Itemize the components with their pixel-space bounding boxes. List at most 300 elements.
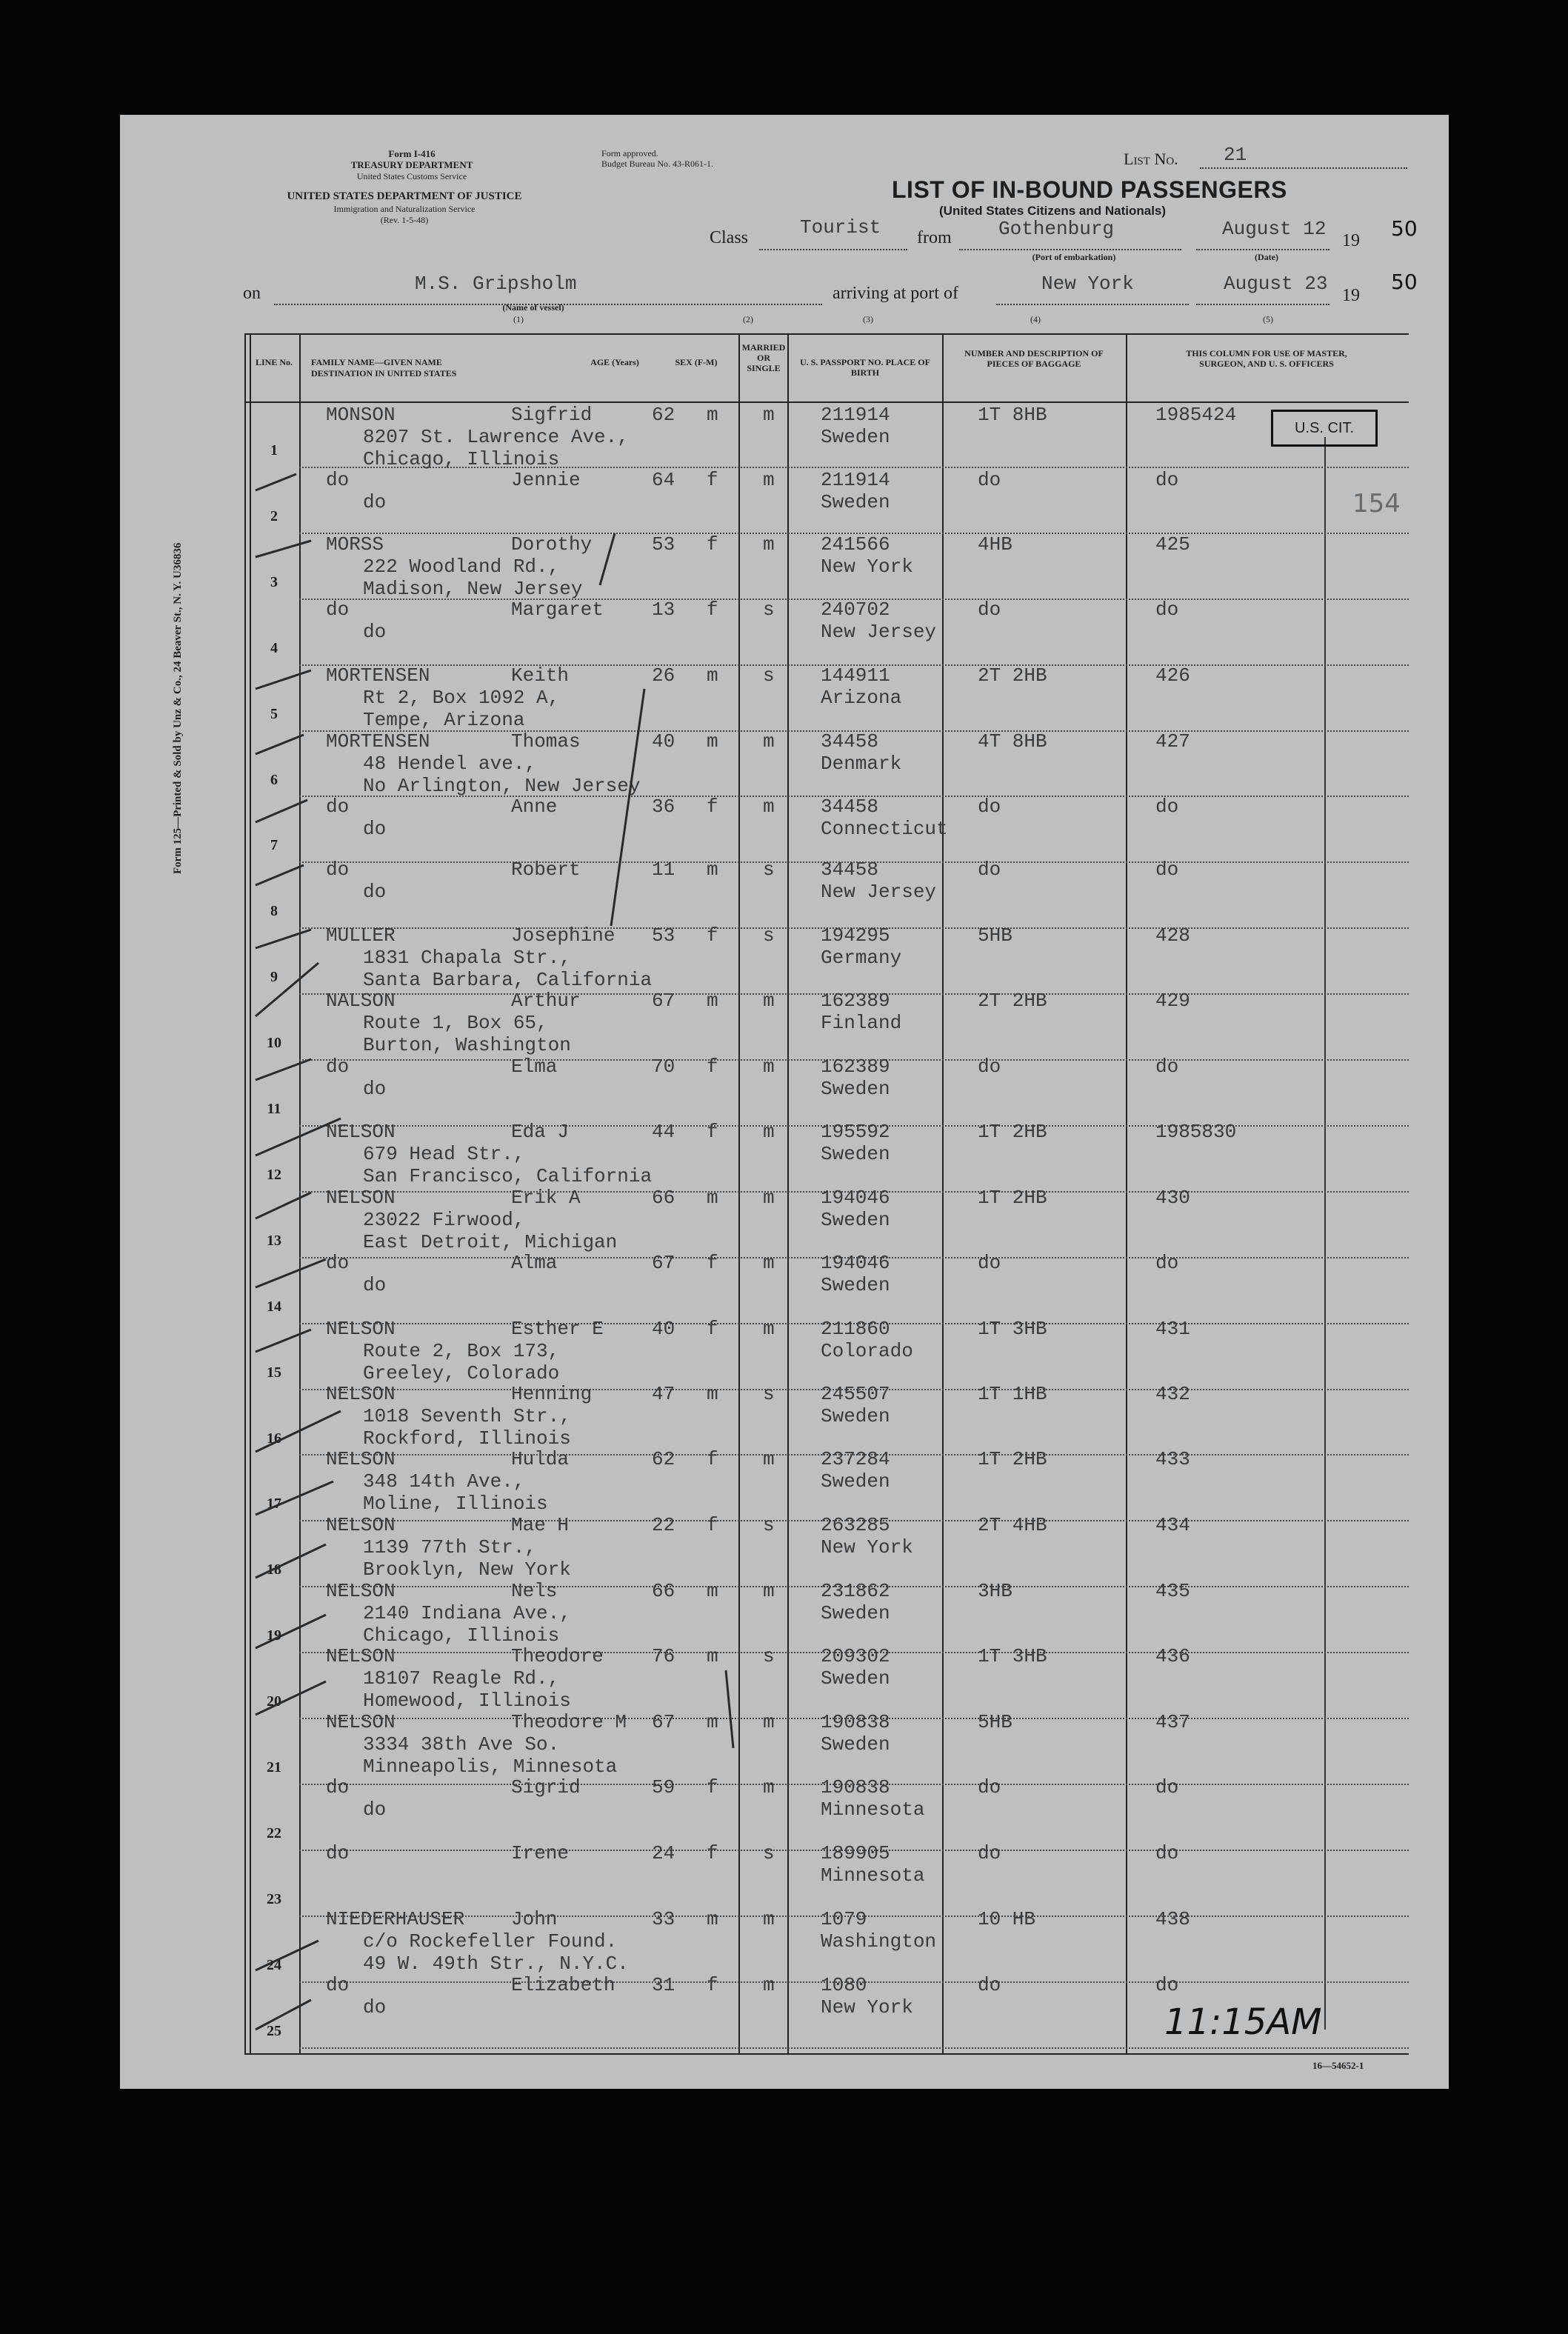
- destination-line: do: [363, 818, 387, 840]
- line-number: 7: [270, 837, 278, 854]
- given-name: Mae H: [511, 1514, 570, 1536]
- given-name: Arthur: [511, 990, 581, 1012]
- given-name: Henning: [511, 1383, 593, 1405]
- passport-number: 162389: [821, 990, 890, 1012]
- marital-status: m: [763, 1776, 775, 1798]
- family-name: MULLER: [326, 924, 396, 947]
- destination-line: Santa Barbara, California: [363, 969, 653, 991]
- family-name: NELSON: [326, 1187, 396, 1209]
- sex: f: [707, 1318, 718, 1340]
- destination-line: No Arlington, New Jersey: [363, 775, 641, 797]
- embarkation-port: Gothenburg: [998, 218, 1115, 240]
- sex: f: [707, 1514, 718, 1536]
- place-of-birth: Sweden: [821, 1733, 890, 1755]
- age: 53: [652, 924, 675, 947]
- given-name: Jennie: [511, 469, 581, 491]
- given-name: John: [511, 1908, 558, 1930]
- line-number: 20: [267, 1693, 281, 1710]
- destination-line: Chicago, Illinois: [363, 448, 560, 470]
- family-name: NALSON: [326, 990, 396, 1012]
- destination-line: 1831 Chapala Str.,: [363, 947, 571, 969]
- line-number: 9: [270, 969, 278, 986]
- baggage: do: [978, 1842, 1001, 1864]
- form-approved: Form approved.: [601, 148, 658, 159]
- baggage: do: [978, 1776, 1001, 1798]
- family-name: NIEDERHAUSER: [326, 1908, 465, 1930]
- embarkation-label: (Port of embarkation): [1032, 252, 1116, 262]
- passport-number: 211914: [821, 469, 890, 491]
- passport-number: 34458: [821, 858, 879, 881]
- header-officers: THIS COLUMN FOR USE OF MASTER, SURGEON, AND U. S. OFFICERS: [1186, 348, 1347, 369]
- destination-line: 679 Head Str.,: [363, 1143, 525, 1165]
- line-number: 5: [270, 705, 278, 722]
- marital-status: m: [763, 1448, 775, 1470]
- list-no-value: 21: [1224, 144, 1247, 166]
- baggage: 10 HB: [978, 1908, 1036, 1930]
- sex: m: [707, 664, 718, 687]
- passport-number: 211914: [821, 404, 890, 426]
- sex: f: [707, 1776, 718, 1798]
- baggage: 2T 2HB: [978, 664, 1047, 687]
- destination-line: 1139 77th Str.,: [363, 1536, 537, 1558]
- marital-status: s: [763, 1514, 775, 1536]
- destination-line: 222 Woodland Rd.,: [363, 556, 560, 578]
- office-number: do: [1155, 1252, 1179, 1274]
- line-number: 2: [270, 507, 278, 524]
- baggage: do: [978, 858, 1001, 881]
- age: 13: [652, 598, 675, 621]
- departure-date: August 12: [1222, 218, 1327, 240]
- sex: m: [707, 1908, 718, 1930]
- marital-status: s: [763, 858, 775, 881]
- col-num-3: (3): [863, 314, 873, 324]
- age: 59: [652, 1776, 675, 1798]
- given-name: Hulda: [511, 1448, 570, 1470]
- office-number: do: [1155, 1974, 1179, 1996]
- given-name: Elma: [511, 1056, 558, 1078]
- line-number: 18: [267, 1561, 281, 1578]
- sex: f: [707, 1842, 718, 1864]
- passport-number: 162389: [821, 1056, 890, 1078]
- class-label: Class: [710, 228, 749, 247]
- marital-status: m: [763, 1187, 775, 1209]
- baggage: do: [978, 598, 1001, 621]
- departure-year: 50: [1391, 216, 1418, 241]
- place-of-birth: Sweden: [821, 1078, 890, 1100]
- destination-line: San Francisco, California: [363, 1165, 653, 1187]
- department: TREASURY DEPARTMENT: [350, 159, 473, 170]
- place-of-birth: New York: [821, 1536, 913, 1558]
- destination-line: Moline, Illinois: [363, 1493, 548, 1515]
- sex: m: [707, 1580, 718, 1602]
- office-number: do: [1155, 796, 1179, 818]
- line-number: 8: [270, 903, 278, 920]
- passport-number: 263285: [821, 1514, 890, 1536]
- family-name: MORTENSEN: [326, 664, 430, 687]
- destination-line: Tempe, Arizona: [363, 709, 525, 731]
- baggage: 1T 2HB: [978, 1121, 1047, 1143]
- line-number: 17: [267, 1496, 281, 1513]
- baggage: do: [978, 1056, 1001, 1078]
- marital-status: m: [763, 1908, 775, 1930]
- office-number: 427: [1155, 730, 1190, 753]
- office-number: do: [1155, 469, 1179, 491]
- destination-line: Chicago, Illinois: [363, 1624, 560, 1647]
- footer-code: 16—54652-1: [1312, 2060, 1364, 2071]
- marital-status: m: [763, 1121, 775, 1143]
- line-number: 1: [270, 442, 278, 459]
- given-name: Josephine: [511, 924, 615, 947]
- family-name: do: [326, 1056, 350, 1078]
- us-citizen-stamp: U.S. CIT.: [1271, 410, 1378, 447]
- from-label: from: [917, 228, 952, 247]
- baggage: 1T 3HB: [978, 1318, 1047, 1340]
- passport-number: 245507: [821, 1383, 890, 1405]
- family-name: do: [326, 796, 350, 818]
- sex: f: [707, 1974, 718, 1996]
- destination-line: 49 W. 49th Str., N.Y.C.: [363, 1953, 629, 1975]
- marital-status: m: [763, 1056, 775, 1078]
- line-number: 10: [267, 1035, 281, 1052]
- sex: f: [707, 533, 718, 556]
- place-of-birth: Sweden: [821, 1274, 890, 1296]
- given-name: Thomas: [511, 730, 581, 753]
- age: 11: [652, 858, 675, 881]
- manifest-title: LIST OF IN-BOUND PASSENGERS: [892, 176, 1287, 203]
- given-name: Nels: [511, 1580, 558, 1602]
- list-no-label: List No.: [1124, 150, 1178, 168]
- line-number: 25: [267, 2022, 281, 2039]
- destination-line: 2140 Indiana Ave.,: [363, 1602, 571, 1624]
- sex: m: [707, 1645, 718, 1667]
- place-of-birth: New Jersey: [821, 881, 937, 903]
- marital-status: s: [763, 1645, 775, 1667]
- destination-line: 3334 38th Ave So.: [363, 1733, 560, 1755]
- family-name: do: [326, 598, 350, 621]
- header-married: MARRIED OR SINGLE: [741, 342, 786, 373]
- baggage: 1T 1HB: [978, 1383, 1047, 1405]
- baggage: 1T 8HB: [978, 404, 1047, 426]
- destination-line: 23022 Firwood,: [363, 1209, 525, 1231]
- family-name: do: [326, 1842, 350, 1864]
- header-baggage: NUMBER AND DESCRIPTION OF PIECES OF BAGGAGE: [964, 348, 1104, 369]
- destination-line: East Detroit, Michigan: [363, 1231, 618, 1253]
- age: 36: [652, 796, 675, 818]
- marital-status: m: [763, 1711, 775, 1733]
- sex: m: [707, 1711, 718, 1733]
- passport-number: 34458: [821, 730, 879, 753]
- place-of-birth: New York: [821, 556, 913, 578]
- col-num-5: (5): [1263, 314, 1273, 324]
- destination-line: do: [363, 881, 387, 903]
- age: 62: [652, 1448, 675, 1470]
- sex: f: [707, 1121, 718, 1143]
- place-of-birth: Sweden: [821, 491, 890, 513]
- arrival-port: New York: [1041, 273, 1134, 295]
- passport-number: 34458: [821, 796, 879, 818]
- given-name: Dorothy: [511, 533, 593, 556]
- place-of-birth: Germany: [821, 947, 902, 969]
- place-of-birth: Minnesota: [821, 1864, 925, 1887]
- family-name: NELSON: [326, 1580, 396, 1602]
- sex: m: [707, 858, 718, 881]
- age: 67: [652, 990, 675, 1012]
- given-name: Esther E: [511, 1318, 604, 1340]
- age: 40: [652, 1318, 675, 1340]
- place-of-birth: Arizona: [821, 687, 902, 709]
- printer-side-text: Form 125—Printed & Sold by Unz & Co., 24 Beaver St., N. Y. U36836: [172, 542, 184, 874]
- age: 66: [652, 1187, 675, 1209]
- family-name: MORSS: [326, 533, 384, 556]
- year-prefix-2: 19: [1342, 286, 1360, 305]
- given-name: Anne: [511, 796, 558, 818]
- family-name: NELSON: [326, 1448, 396, 1470]
- sex: f: [707, 1056, 718, 1078]
- destination-line: do: [363, 491, 387, 513]
- sex: m: [707, 990, 718, 1012]
- marital-status: s: [763, 1842, 775, 1864]
- marital-status: s: [763, 664, 775, 687]
- family-name: do: [326, 858, 350, 881]
- col-num-4: (4): [1030, 314, 1041, 324]
- office-number: 426: [1155, 664, 1190, 687]
- place-of-birth: Sweden: [821, 1602, 890, 1624]
- family-name: NELSON: [326, 1711, 396, 1733]
- age: 67: [652, 1711, 675, 1733]
- family-name: do: [326, 469, 350, 491]
- age: 26: [652, 664, 675, 687]
- baggage: 2T 4HB: [978, 1514, 1047, 1536]
- destination-line: do: [363, 1996, 387, 2018]
- given-name: Sigrid: [511, 1776, 581, 1798]
- passport-number: 194295: [821, 924, 890, 947]
- family-name: NELSON: [326, 1318, 396, 1340]
- destination-line: Brooklyn, New York: [363, 1558, 571, 1581]
- baggage: 5HB: [978, 924, 1012, 947]
- office-number: do: [1155, 858, 1179, 881]
- age: 47: [652, 1383, 675, 1405]
- destination-line: Greeley, Colorado: [363, 1362, 560, 1384]
- baggage: 4T 8HB: [978, 730, 1047, 753]
- given-name: Alma: [511, 1252, 558, 1274]
- destination-line: Madison, New Jersey: [363, 578, 583, 600]
- vessel-name: M.S. Gripsholm: [415, 273, 577, 295]
- marital-status: s: [763, 598, 775, 621]
- age: 62: [652, 404, 675, 426]
- passport-number: 1079: [821, 1908, 867, 1930]
- sex: f: [707, 1448, 718, 1470]
- margin-number: 154: [1352, 489, 1401, 519]
- family-name: MORTENSEN: [326, 730, 430, 753]
- family-name: do: [326, 1252, 350, 1274]
- place-of-birth: Sweden: [821, 1209, 890, 1231]
- marital-status: m: [763, 1974, 775, 1996]
- age: 31: [652, 1974, 675, 1996]
- destination-line: Homewood, Illinois: [363, 1690, 571, 1712]
- destination-line: Rt 2, Box 1092 A,: [363, 687, 560, 709]
- header-age: AGE (Years): [590, 357, 639, 367]
- line-number: 22: [267, 1824, 281, 1841]
- place-of-birth: Sweden: [821, 1470, 890, 1493]
- office-number: 425: [1155, 533, 1190, 556]
- baggage: 2T 2HB: [978, 990, 1047, 1012]
- passport-number: 237284: [821, 1448, 890, 1470]
- office-number: 428: [1155, 924, 1190, 947]
- office-number: 436: [1155, 1645, 1190, 1667]
- office-number: 434: [1155, 1514, 1190, 1536]
- given-name: Theodore: [511, 1645, 604, 1667]
- arrival-year: 50: [1391, 270, 1418, 294]
- baggage: 4HB: [978, 533, 1012, 556]
- line-number: 11: [267, 1101, 281, 1117]
- family-name: do: [326, 1974, 350, 1996]
- header-passport: U. S. PASSPORT NO. PLACE OF BIRTH: [800, 357, 930, 378]
- header-sex: SEX (F-M): [675, 357, 718, 367]
- justice-department: UNITED STATES DEPARTMENT OF JUSTICE: [287, 190, 522, 202]
- destination-line: Burton, Washington: [363, 1034, 571, 1056]
- office-number: 1985424: [1155, 404, 1237, 426]
- age: 33: [652, 1908, 675, 1930]
- passport-number: 209302: [821, 1645, 890, 1667]
- passport-number: 190838: [821, 1711, 890, 1733]
- form-number: Form I-416: [388, 148, 436, 159]
- arriving-label: arriving at port of: [833, 284, 958, 303]
- destination-line: Route 1, Box 65,: [363, 1012, 548, 1034]
- marital-status: m: [763, 990, 775, 1012]
- baggage: 1T 3HB: [978, 1645, 1047, 1667]
- passport-number: 194046: [821, 1252, 890, 1274]
- marital-status: m: [763, 404, 775, 426]
- class-value: Tourist: [800, 216, 881, 239]
- office-number: 429: [1155, 990, 1190, 1012]
- passport-number: 190838: [821, 1776, 890, 1798]
- baggage: do: [978, 1252, 1001, 1274]
- office-number: 438: [1155, 1908, 1190, 1930]
- year-prefix: 19: [1342, 231, 1360, 250]
- header-name: FAMILY NAME—GIVEN NAME: [311, 357, 442, 367]
- family-name: NELSON: [326, 1383, 396, 1405]
- place-of-birth: Sweden: [821, 1405, 890, 1427]
- age: 70: [652, 1056, 675, 1078]
- destination-line: do: [363, 1274, 387, 1296]
- office-number: 431: [1155, 1318, 1190, 1340]
- given-name: Elizabeth: [511, 1974, 615, 1996]
- office-number: 430: [1155, 1187, 1190, 1209]
- given-name: Sigfrid: [511, 404, 593, 426]
- manifest-subtitle: (United States Citizens and Nationals): [939, 204, 1167, 218]
- passport-number: 1080: [821, 1974, 867, 1996]
- passport-number: 195592: [821, 1121, 890, 1143]
- baggage: 5HB: [978, 1711, 1012, 1733]
- passport-number: 194046: [821, 1187, 890, 1209]
- destination-line: 18107 Reagle Rd.,: [363, 1667, 560, 1690]
- passport-number: 189905: [821, 1842, 890, 1864]
- age: 64: [652, 469, 675, 491]
- sex: m: [707, 730, 718, 753]
- sex: f: [707, 924, 718, 947]
- line-number: 23: [267, 1890, 281, 1907]
- destination-line: Rockford, Illinois: [363, 1427, 571, 1450]
- destination-line: 1018 Seventh Str.,: [363, 1405, 571, 1427]
- age: 24: [652, 1842, 675, 1864]
- family-name: NELSON: [326, 1645, 396, 1667]
- arrival-date: August 23: [1224, 273, 1328, 295]
- marital-status: m: [763, 1580, 775, 1602]
- baggage: 1T 2HB: [978, 1187, 1047, 1209]
- family-name: do: [326, 1776, 350, 1798]
- immigration-service: Immigration and Naturalization Service: [333, 204, 476, 214]
- given-name: Erik A: [511, 1187, 581, 1209]
- place-of-birth: Denmark: [821, 753, 902, 775]
- sex: m: [707, 1383, 718, 1405]
- age: 76: [652, 1645, 675, 1667]
- sex: f: [707, 796, 718, 818]
- age: 44: [652, 1121, 675, 1143]
- sex: f: [707, 469, 718, 491]
- given-name: Robert: [511, 858, 581, 881]
- on-label: on: [243, 284, 261, 303]
- destination-line: do: [363, 1798, 387, 1821]
- handwritten-time: 11:15AM: [1164, 2001, 1322, 2043]
- line-number: 4: [270, 639, 278, 656]
- age: 22: [652, 1514, 675, 1536]
- baggage: 1T 2HB: [978, 1448, 1047, 1470]
- place-of-birth: Washington: [821, 1930, 937, 1953]
- line-number: 19: [267, 1627, 281, 1644]
- col-num-2: (2): [743, 314, 753, 324]
- line-number: 15: [267, 1364, 281, 1381]
- place-of-birth: Connecticut: [821, 818, 948, 840]
- place-of-birth: Colorado: [821, 1340, 913, 1362]
- customs-service: United States Customs Service: [356, 171, 467, 181]
- place-of-birth: Sweden: [821, 1143, 890, 1165]
- destination-line: 8207 St. Lawrence Ave.,: [363, 426, 629, 448]
- form-revision: (Rev. 1-5-48): [380, 215, 429, 225]
- family-name: MONSON: [326, 404, 396, 426]
- header-line-no: LINE No.: [255, 357, 293, 367]
- baggage: 3HB: [978, 1580, 1012, 1602]
- given-name: Theodore M: [511, 1711, 627, 1733]
- line-number: 3: [270, 573, 278, 590]
- place-of-birth: Sweden: [821, 426, 890, 448]
- date-label: (Date): [1255, 252, 1278, 262]
- destination-line: Route 2, Box 173,: [363, 1340, 560, 1362]
- line-number: 24: [267, 1956, 281, 1973]
- office-number: do: [1155, 1056, 1179, 1078]
- age: 66: [652, 1580, 675, 1602]
- passport-number: 240702: [821, 598, 890, 621]
- marital-status: m: [763, 469, 775, 491]
- marital-status: m: [763, 1252, 775, 1274]
- office-number: do: [1155, 598, 1179, 621]
- given-name: Margaret: [511, 598, 604, 621]
- line-number: 16: [267, 1430, 281, 1447]
- age: 67: [652, 1252, 675, 1274]
- office-number: 432: [1155, 1383, 1190, 1405]
- passport-number: 231862: [821, 1580, 890, 1602]
- age: 40: [652, 730, 675, 753]
- sex: m: [707, 404, 718, 426]
- place-of-birth: Sweden: [821, 1667, 890, 1690]
- passport-number: 241566: [821, 533, 890, 556]
- marital-status: m: [763, 796, 775, 818]
- place-of-birth: New Jersey: [821, 621, 937, 643]
- baggage: do: [978, 1974, 1001, 1996]
- budget-bureau: Budget Bureau No. 43-R061-1.: [601, 159, 713, 169]
- given-name: Keith: [511, 664, 570, 687]
- office-number: 1985830: [1155, 1121, 1237, 1143]
- marital-status: s: [763, 924, 775, 947]
